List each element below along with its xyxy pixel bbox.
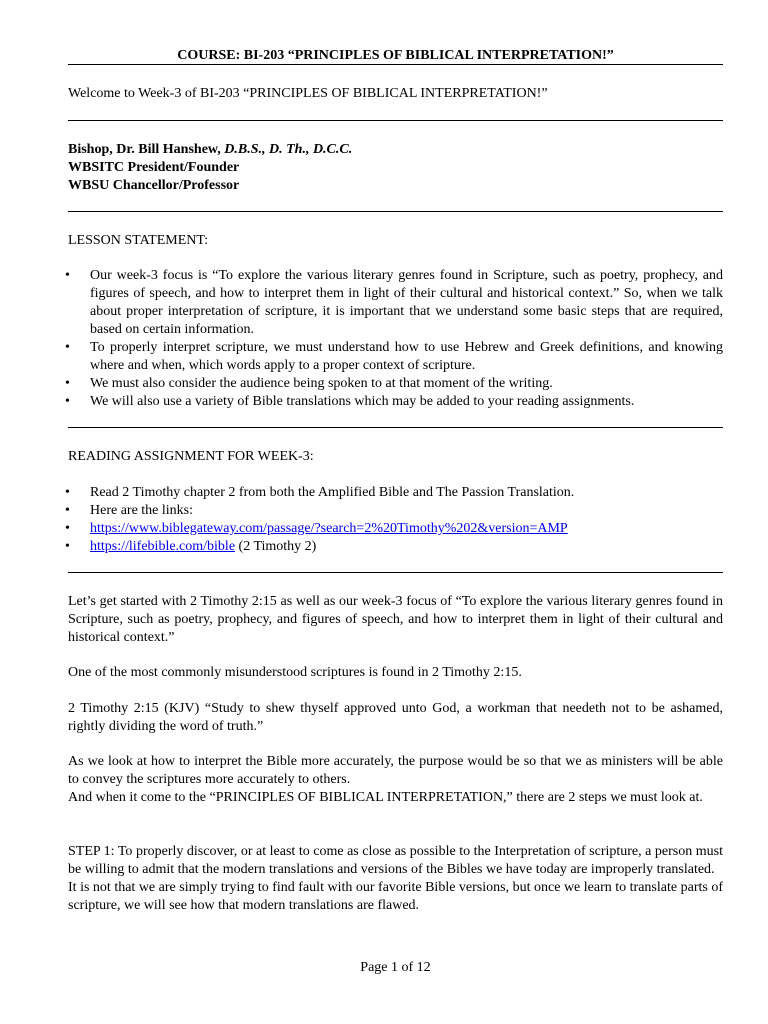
page-number: Page 1 of 12 xyxy=(360,960,431,975)
list-item: • We will also use a variety of Bible translations which may be added to your reading assignments. xyxy=(65,394,635,409)
body-paragraph: STEP 1: To properly discover, or at least to come as close as possible to the Interpretation of scripture, a person must be willing to admit that the modern translations and versions of the Bibles we have today are improperly translated. xyxy=(68,844,723,877)
bullet-icon: • xyxy=(65,485,70,500)
list-item xyxy=(65,520,723,538)
body-paragraph: It is not that we are simply trying to find fault with our favorite Bible versions, but once we learn to translate parts of scripture, we will see how that modern translations are flawed. xyxy=(68,880,723,913)
lifebible-link[interactable]: https://lifebible.com/bible xyxy=(90,539,236,554)
course-title: COURSE: BI-203 “PRINCIPLES OF BIBLICAL INTERPRETATION!” xyxy=(177,48,614,63)
reading-bullet-list xyxy=(65,484,723,556)
body-paragraph: Let’s get started with 2 Timothy 2:15 as well as our week-3 focus of “To explore the various literary genres found in Scripture, such as poetry, prophecy, and figures of speech, and how to interpret them in light of their cultural and historical context.” xyxy=(68,594,723,645)
list-item: • https://lifebible.com/bible (2 Timothy 2) xyxy=(65,539,317,554)
author-title-2: WBSU Chancellor/Professor xyxy=(68,178,240,193)
bullet-icon: • xyxy=(65,503,70,518)
bullet-icon: • xyxy=(65,394,70,409)
author-title-1: WBSITC President/Founder xyxy=(68,160,240,175)
bullet-icon: • xyxy=(65,539,70,554)
bullet-icon: • xyxy=(65,340,70,355)
bullet-icon: • xyxy=(65,268,70,283)
bullet-icon: • xyxy=(65,521,70,536)
divider xyxy=(68,64,723,65)
step-1-block xyxy=(68,843,723,915)
list-item: • We must also consider the audience being spoken to at that moment of the writing. xyxy=(65,376,553,391)
author-degrees: D.B.S., D. Th., D.C.C. xyxy=(224,142,353,157)
divider xyxy=(68,211,723,212)
scripture-quote: 2 Timothy 2:15 (KJV) “Study to shew thyself approved unto God, a workman that needeth not to be ashamed, rightly dividing the word of truth.” xyxy=(68,701,723,734)
body-paragraph: One of the most commonly misunderstood scriptures is found in 2 Timothy 2:15. xyxy=(68,665,522,680)
author-name: Bishop, Dr. Bill Hanshew, xyxy=(68,142,221,157)
divider xyxy=(68,120,723,121)
list-item: • Here are the links: xyxy=(65,503,194,518)
lesson-bullet-list xyxy=(65,267,723,411)
author-line xyxy=(68,141,723,159)
reading-heading: READING ASSIGNMENT FOR WEEK-3: xyxy=(68,449,314,464)
lesson-heading: LESSON STATEMENT: xyxy=(68,233,209,248)
body-paragraph: As we look at how to interpret the Bible more accurately, the purpose would be so that we as ministers will be able to convey the scriptures more accurately to others. xyxy=(68,754,723,787)
list-item: • Our week-3 focus is “To explore the various literary genres found in Scripture, such as poetry, prophecy, and figures of speech, and how to interpret them in light of their cultural and historical context.” So, when we talk about proper interpretation of scripture, it is important that we understand some basic steps that are required, based on certain information. xyxy=(65,268,723,337)
bullet-icon: • xyxy=(65,376,70,391)
list-item: • Read 2 Timothy chapter 2 from both the Amplified Bible and The Passion Translation. xyxy=(65,485,575,500)
list-item: • To properly interpret scripture, we must understand how to use Hebrew and Greek definitions, and knowing where and when, which words apply to a proper context of scripture. xyxy=(65,340,723,373)
body-paragraph: And when it come to the “PRINCIPLES OF BIBLICAL INTERPRETATION,” there are 2 steps we must look at. xyxy=(68,790,703,805)
biblegateway-link[interactable]: https://www.biblegateway.com/passage/?search=2%20Timothy%202&version=AMP xyxy=(90,521,568,536)
divider xyxy=(68,572,723,573)
divider xyxy=(68,427,723,428)
body-paragraph-group xyxy=(68,753,723,807)
author-block xyxy=(68,141,723,195)
welcome-text: Welcome to Week-3 of BI-203 “PRINCIPLES OF BIBLICAL INTERPRETATION!” xyxy=(68,86,548,101)
